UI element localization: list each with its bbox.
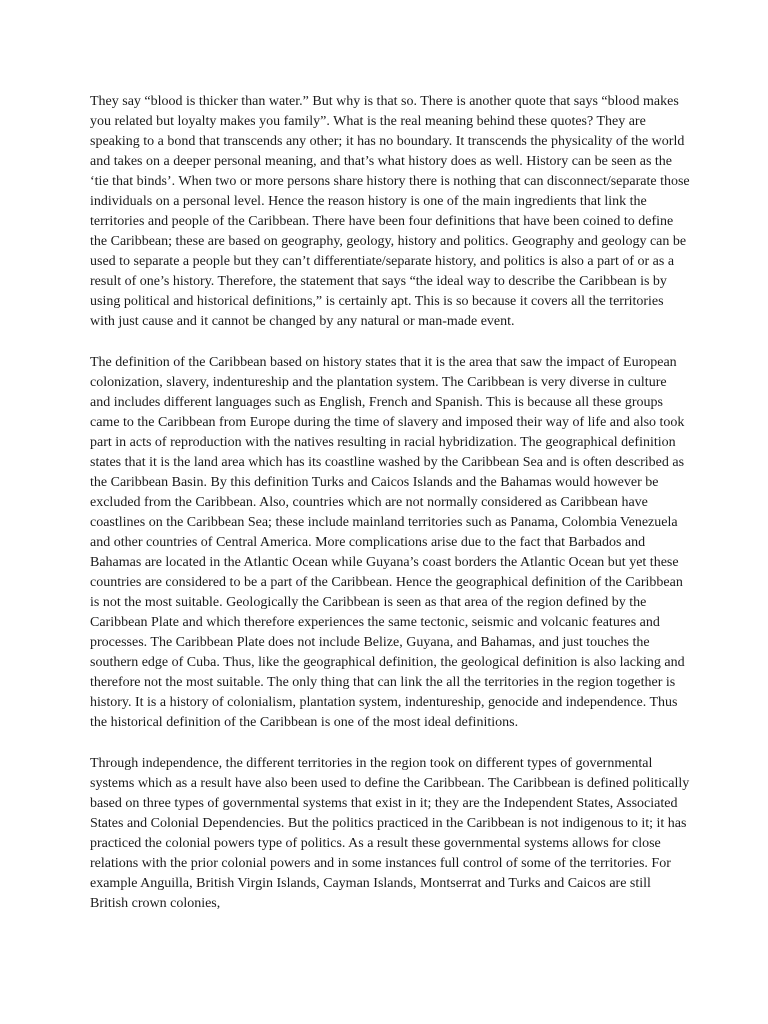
paragraph-intro: They say “blood is thicker than water.” But why is that so. There is another quote that says “blood makes you related but loyalty makes you family”. What is the real meaning behind these quotes? They are speaking to a bond that transcends any other; it has no boundary. It transcends the physicality of the world and takes on a deeper personal meaning, and that’s what history does as well. History can be seen as the ‘tie that binds’. When two or more persons share history there is nothing that can disconnect/separate those individuals on a personal level. Hence the reason history is one of the main ingredients that link the territories and people of the Caribbean. There have been four definitions that have been coined to define the Caribbean; these are based on geography, geology, history and politics. Geography and geology can be used to separate a people but they can’t differentiate/separate history, and politics is also a part of or as a result of one’s history. Therefore, the statement that says “the ideal way to describe the Caribbean is by using political and historical definitions,” is certainly apt. This is so because it covers all the territories with just cause and it cannot be changed by any natural or man-made event. [90, 94, 690, 329]
document-page [90, 92, 690, 935]
paragraph-historical-definition: The definition of the Caribbean based on history states that it is the area that saw the impact of European colonization, slavery, indentureship and the plantation system. The Caribbean is very diverse in culture and includes different languages such as English, French and Spanish. This is because all these groups came to the Caribbean from Europe during the time of slavery and imposed their way of life and also took part in acts of reproduction with the natives resulting in racial hybridization. The geographical definition states that it is the land area which has its coastline washed by the Caribbean Sea and is often described as the Caribbean Basin. By this definition Turks and Caicos Islands and the Bahamas would however be excluded from the Caribbean. Also, countries which are not normally considered as Caribbean have coastlines on the Caribbean Sea; these include mainland territories such as Panama, Colombia Venezuela and other countries of Central America. More complications arise due to the fact that Barbados and Bahamas are located in the Atlantic Ocean while Guyana’s coast borders the Atlantic Ocean but yet these countries are considered to be a part of the Caribbean. Hence the geographical definition of the Caribbean is not the most suitable. Geologically the Caribbean is seen as that area of the region defined by the Caribbean Plate and which therefore experiences the same tectonic, seismic and volcanic features and processes. The Caribbean Plate does not include Belize, Guyana, and Bahamas, and just touches the southern edge of Cuba. Thus, like the geographical definition, the geological definition is also lacking and therefore not the most suitable. The only thing that can link the all the territories in the region together is history. It is a history of colonialism, plantation system, indentureship, genocide and independence. Thus the historical definition of the Caribbean is one of the most ideal definitions. [90, 355, 685, 730]
paragraph-political-definition: Through independence, the different territories in the region took on different types of governmental systems which as a result have also been used to define the Caribbean. The Caribbean is defined politically based on three types of governmental systems that exist in it; they are the Independent States, Associated States and Colonial Dependencies. But the politics practiced in the Caribbean is not indigenous to it; it has practiced the colonial powers type of politics. As a result these governmental systems allows for close relations with the prior colonial powers and in some instances full control of some of the territories. For example Anguilla, British Virgin Islands, Cayman Islands, Montserrat and Turks and Caicos are still British crown colonies, [90, 756, 690, 911]
